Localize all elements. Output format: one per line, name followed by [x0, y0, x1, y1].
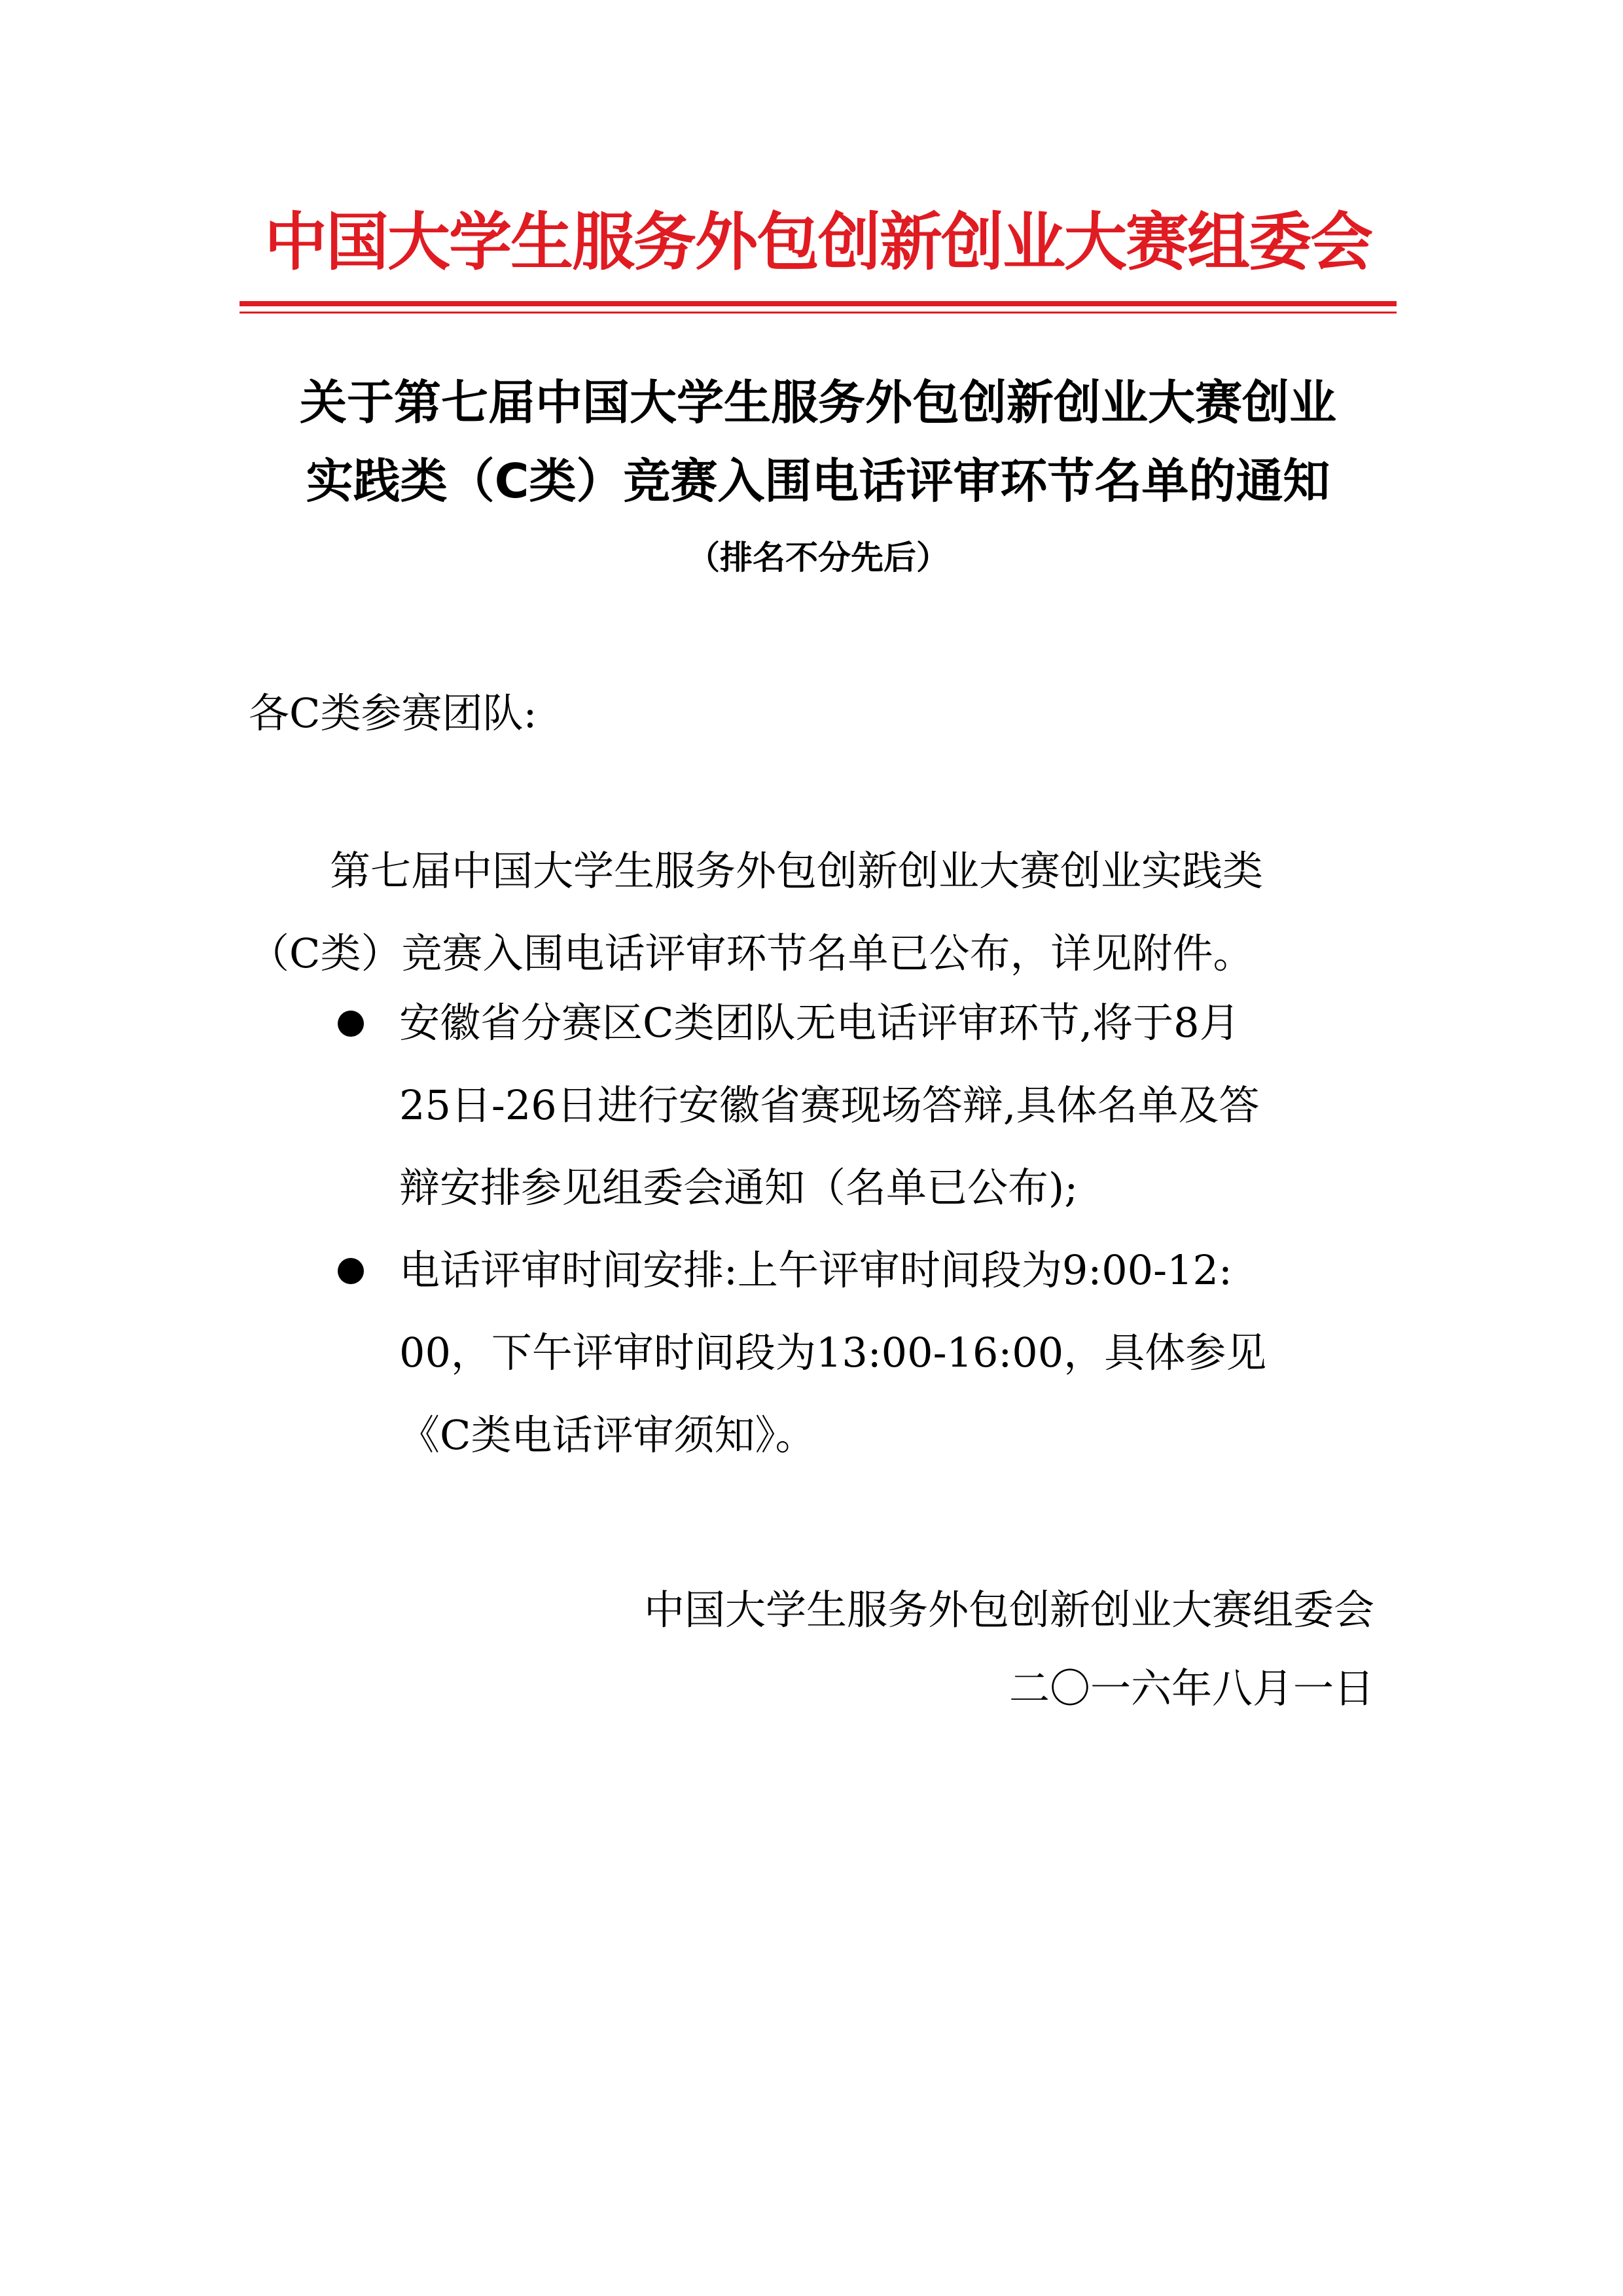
bullet-line: 电话评审时间安排:上午评审时间段为9:00-12: [399, 1246, 1232, 1294]
paragraph-line: 第七届中国大学生服务外包创新创业大赛创业实践类 [330, 847, 1264, 895]
notice-title [249, 363, 1387, 520]
salutation: 各C类参赛团队: [249, 689, 537, 737]
bullet-icon [338, 1011, 364, 1037]
bullet-line: 00，下午评审时间段为13:00-16:00，具体参见 [399, 1329, 1267, 1376]
signature-date: 二〇一六年八月一日 [1008, 1664, 1374, 1712]
letterhead-rule-thin [240, 312, 1397, 314]
bullet-list [327, 982, 1400, 1477]
bullet-item-schedule [327, 1229, 1400, 1477]
bullet-line: 25日-26日进行安徽省赛现场答辩,具体名单及答 [399, 1081, 1260, 1129]
letterhead-rule-thick [240, 301, 1397, 306]
bullet-line: 辩安排参见组委会通知（名单已公布); [399, 1164, 1079, 1211]
notice-title-line: 实践类（C类）竞赛入围电话评审环节名单的通知 [306, 454, 1330, 509]
intro-paragraph [249, 830, 1387, 995]
letterhead-title: 中国大学生服务外包创新创业大赛组委会 [264, 206, 1372, 279]
signature-org: 中国大学生服务外包创新创业大赛组委会 [643, 1586, 1374, 1634]
bullet-line: 《C类电话评审须知》。 [399, 1411, 816, 1459]
paragraph-line: （C类）竞赛入围电话评审环节名单已公布，详见附件。 [249, 929, 1254, 977]
bullet-item-anhui [327, 982, 1400, 1229]
bullet-icon [338, 1258, 364, 1284]
notice-subtitle: （排名不分先后） [687, 539, 949, 577]
notice-title-line: 关于第七届中国大学生服务外包创新创业大赛创业 [299, 375, 1336, 430]
bullet-line: 安徽省分赛区C类团队无电话评审环节,将于8月 [399, 999, 1240, 1047]
